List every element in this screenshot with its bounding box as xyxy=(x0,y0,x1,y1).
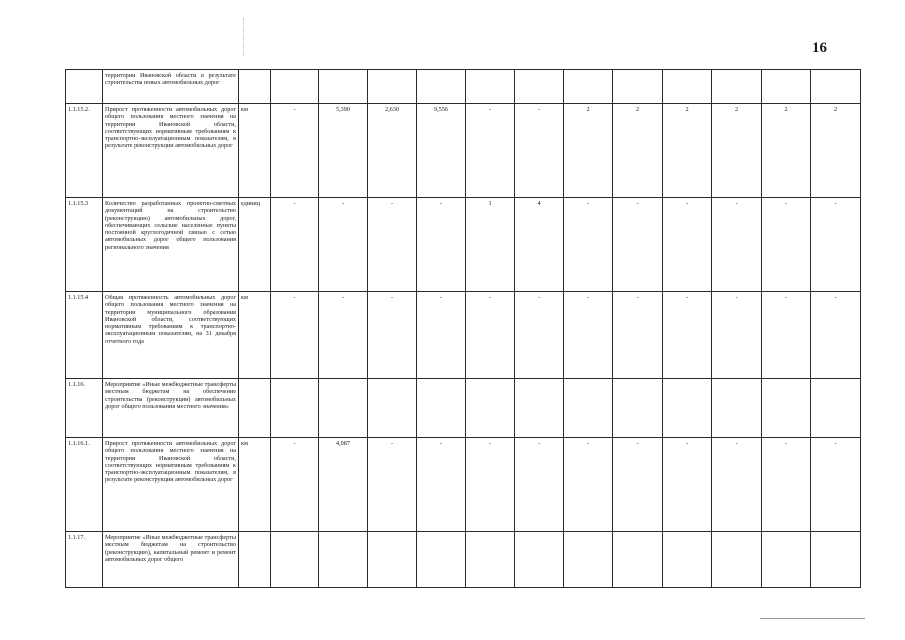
indicator-value xyxy=(319,379,368,438)
indicator-value xyxy=(368,379,417,438)
indicator-value: 2,630 xyxy=(368,104,417,198)
indicator-value: - xyxy=(271,438,319,532)
indicator-value: - xyxy=(466,438,515,532)
indicator-value xyxy=(271,70,319,104)
indicator-value: 2 xyxy=(663,104,712,198)
indicator-value: - xyxy=(368,292,417,379)
indicator-value: - xyxy=(271,104,319,198)
indicator-code: 1.1.17. xyxy=(66,532,103,588)
indicator-code: 1.1.16.1. xyxy=(66,438,103,532)
indicator-value: - xyxy=(319,198,368,292)
indicator-value xyxy=(466,70,515,104)
indicator-value xyxy=(417,70,466,104)
indicator-value xyxy=(271,379,319,438)
indicator-description: территории Ивановской области в результате строительства новых автомобильных дорог xyxy=(103,70,239,104)
indicator-unit xyxy=(239,532,271,588)
indicator-value: - xyxy=(613,198,663,292)
indicator-value: - xyxy=(417,198,466,292)
table-row xyxy=(66,379,861,438)
indicator-value xyxy=(368,532,417,588)
indicator-value: 9,556 xyxy=(417,104,466,198)
indicator-value: - xyxy=(663,198,712,292)
indicator-value: - xyxy=(368,438,417,532)
indicator-value: - xyxy=(762,438,811,532)
table-row xyxy=(66,292,861,379)
indicator-code: 1.1.16. xyxy=(66,379,103,438)
indicator-value: - xyxy=(712,198,762,292)
indicator-value xyxy=(417,532,466,588)
indicator-value: 5,390 xyxy=(319,104,368,198)
indicator-value: 4 xyxy=(515,198,564,292)
indicator-value: - xyxy=(613,438,663,532)
indicator-value: - xyxy=(466,292,515,379)
indicator-value: - xyxy=(368,198,417,292)
table-row xyxy=(66,438,861,532)
indicator-value: - xyxy=(564,438,613,532)
indicator-code xyxy=(66,70,103,104)
indicator-unit: км xyxy=(239,438,271,532)
indicator-value xyxy=(319,70,368,104)
indicator-value: - xyxy=(564,292,613,379)
indicator-value xyxy=(613,379,663,438)
indicator-unit: км xyxy=(239,292,271,379)
indicator-value: 4,087 xyxy=(319,438,368,532)
indicator-value: - xyxy=(712,438,762,532)
indicator-value xyxy=(663,379,712,438)
indicator-value: - xyxy=(663,292,712,379)
indicator-unit xyxy=(239,379,271,438)
indicator-value xyxy=(271,532,319,588)
indicator-value: - xyxy=(762,292,811,379)
indicator-value: 2 xyxy=(613,104,663,198)
indicator-unit: км xyxy=(239,104,271,198)
indicator-value xyxy=(712,532,762,588)
indicator-value: - xyxy=(271,292,319,379)
indicator-value: 1 xyxy=(466,198,515,292)
indicator-description: Прирост протяженности автомобильных дорог общего пользования местного значения на территории Ивановской области, соответствующих нормативным требованиям к транспортно-эксплуатационным показателям, в результате реконструкции автомобильных дорог xyxy=(103,104,239,198)
indicator-value: - xyxy=(466,104,515,198)
indicator-value xyxy=(613,70,663,104)
table-row xyxy=(66,70,861,104)
indicator-value xyxy=(712,70,762,104)
indicator-value xyxy=(663,532,712,588)
indicator-value: - xyxy=(613,292,663,379)
page-number: 16 xyxy=(812,40,827,56)
indicator-value xyxy=(762,70,811,104)
indicator-value: - xyxy=(663,438,712,532)
indicator-code: 1.1.15.3 xyxy=(66,198,103,292)
indicator-value xyxy=(417,379,466,438)
indicator-value xyxy=(564,532,613,588)
indicator-value: 2 xyxy=(811,104,861,198)
indicator-value xyxy=(811,70,861,104)
indicator-value: - xyxy=(811,292,861,379)
indicator-value xyxy=(564,70,613,104)
indicator-value: - xyxy=(319,292,368,379)
indicator-value: - xyxy=(271,198,319,292)
indicator-value xyxy=(663,70,712,104)
indicator-code: 1.1.15.2. xyxy=(66,104,103,198)
indicator-value xyxy=(515,379,564,438)
indicator-value: - xyxy=(564,198,613,292)
indicator-value: 2 xyxy=(762,104,811,198)
indicator-value: 2 xyxy=(564,104,613,198)
indicator-description: Прирост протяженности автомобильных дорог общего пользования местного значения на территории Ивановской области, соответствующих нормативным требованиям к транспортно-эксплуатационным показателям, в результате реконструкции автомобильных дорог xyxy=(103,438,239,532)
indicator-value: - xyxy=(811,198,861,292)
indicator-code: 1.1.15.4 xyxy=(66,292,103,379)
indicator-description: Мероприятие «Иные межбюджетные трансферты местным бюджетам на обеспечение строительства (реконструкции) автомобильных дорог общего пользования местного значения» xyxy=(103,379,239,438)
indicator-value xyxy=(811,379,861,438)
indicator-value: - xyxy=(762,198,811,292)
indicator-value xyxy=(515,70,564,104)
indicator-value xyxy=(466,532,515,588)
scan-artifact xyxy=(760,618,865,619)
indicator-value: - xyxy=(515,292,564,379)
indicator-value xyxy=(762,532,811,588)
indicator-value xyxy=(515,532,564,588)
indicator-value xyxy=(466,379,515,438)
indicator-description: Мероприятие «Иные межбюджетные трансферты местным бюджетам на строительство (реконструкцию), капитальный ремонт и ремонт автомобильных дорог общего xyxy=(103,532,239,588)
indicator-value: 2 xyxy=(712,104,762,198)
indicator-value xyxy=(762,379,811,438)
indicator-value xyxy=(564,379,613,438)
indicator-value: - xyxy=(417,438,466,532)
indicator-value: - xyxy=(515,438,564,532)
indicator-value: - xyxy=(417,292,466,379)
indicator-value xyxy=(368,70,417,104)
scan-artifact xyxy=(243,18,244,56)
indicator-value xyxy=(613,532,663,588)
indicator-description: Количество разработанных проектно-сметных документаций на строительство (реконструкцию) автомобильных дорог, обеспечивающих сельские населенные пункты постоянной круглогодичной связью с сетью автомобильных дорог общего пользования регионального значения xyxy=(103,198,239,292)
indicator-value xyxy=(712,379,762,438)
indicator-description: Общая протяженность автомобильных дорог общего пользования местного значения на территории муниципального образования Ивановской области, соответствующих нормативным требованиям к транспортно-эксплуатационным показателям, на 31 декабря отчетного года xyxy=(103,292,239,379)
table-row xyxy=(66,104,861,198)
indicators-table xyxy=(65,69,861,588)
table-row xyxy=(66,198,861,292)
indicator-value: - xyxy=(515,104,564,198)
indicator-value: - xyxy=(811,438,861,532)
indicator-value: - xyxy=(712,292,762,379)
table-row xyxy=(66,532,861,588)
indicator-value xyxy=(811,532,861,588)
indicator-value xyxy=(319,532,368,588)
indicator-unit: единиц xyxy=(239,198,271,292)
indicator-unit xyxy=(239,70,271,104)
